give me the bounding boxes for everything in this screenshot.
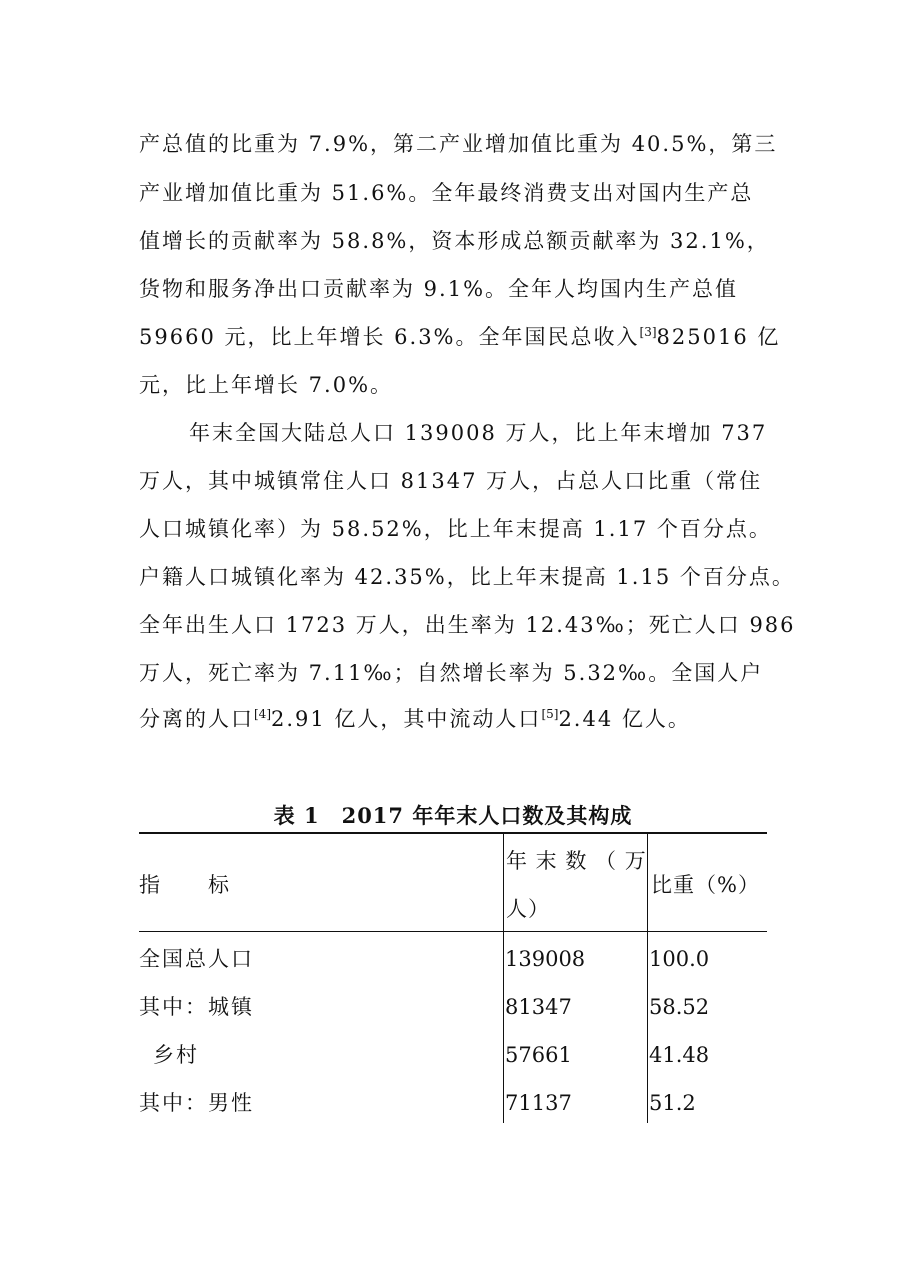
row-label: 乡村 bbox=[153, 1043, 199, 1067]
column-divider bbox=[647, 833, 648, 1123]
text-line: 户籍人口城镇化率为 42.35%，比上年末提高 1.15 个百分点。 bbox=[139, 565, 795, 589]
text-line bbox=[139, 324, 789, 350]
text-span: 分离的人口 bbox=[139, 707, 254, 731]
header-indicator: 指 标 bbox=[139, 873, 231, 897]
footnote-ref-4[interactable]: [4] bbox=[254, 707, 271, 721]
text-line: 货物和服务净出口贡献率为 9.1%。全年人均国内生产总值 bbox=[139, 277, 739, 301]
text-span: 825016 亿 bbox=[656, 325, 781, 349]
column-divider bbox=[503, 833, 504, 1123]
text-line: 年末全国大陆总人口 139008 万人，比上年末增加 737 bbox=[189, 421, 768, 445]
text-span: 2.91 亿人，其中流动人口 bbox=[271, 707, 542, 731]
row-share: 41.48 bbox=[649, 1043, 710, 1067]
header-year-end-count-unit: 人） bbox=[506, 897, 550, 921]
text-span: 59660 元，比上年增长 6.3%。全年国民总收入 bbox=[139, 325, 640, 349]
text-line: 全年出生人口 1723 万人，出生率为 12.43‰；死亡人口 986 bbox=[139, 613, 796, 637]
row-share: 100.0 bbox=[649, 947, 710, 971]
text-line: 产总值的比重为 7.9%，第二产业增加值比重为 40.5%，第三 bbox=[139, 132, 778, 156]
table-header-rule bbox=[139, 931, 767, 932]
text-line: 元，比上年增长 7.0%。 bbox=[139, 373, 394, 397]
text-line: 值增长的贡献率为 58.8%，资本形成总额贡献率为 32.1%， bbox=[139, 229, 770, 253]
row-share: 58.52 bbox=[649, 995, 710, 1019]
text-line: 产业增加值比重为 51.6%。全年最终消费支出对国内生产总 bbox=[139, 181, 754, 205]
header-share: 比重（%） bbox=[651, 873, 760, 897]
row-count: 81347 bbox=[505, 995, 572, 1019]
text-line: 万人，其中城镇常住人口 81347 万人，占总人口比重（常住 bbox=[139, 469, 763, 493]
text-line: 人口城镇化率）为 58.52%，比上年末提高 1.17 个百分点。 bbox=[139, 517, 772, 541]
table-title: 表 1 2017 年年末人口数及其构成 bbox=[273, 803, 633, 828]
text-line: 万人，死亡率为 7.11‰；自然增长率为 5.32‰。全国人户 bbox=[139, 661, 764, 685]
row-count: 139008 bbox=[505, 947, 586, 971]
footnote-ref-5[interactable]: [5] bbox=[541, 707, 559, 721]
row-count: 71137 bbox=[505, 1091, 572, 1115]
footnote-ref-3[interactable]: [3] bbox=[639, 325, 657, 339]
table-top-rule bbox=[139, 832, 767, 834]
header-year-end-count: 年 末 数 （ 万 bbox=[506, 849, 647, 873]
text-line bbox=[139, 706, 789, 732]
text-span: 2.44 亿人。 bbox=[558, 707, 691, 731]
row-count: 57661 bbox=[505, 1043, 572, 1067]
row-share: 51.2 bbox=[649, 1091, 696, 1115]
row-label: 全国总人口 bbox=[139, 947, 254, 971]
row-label: 其中：男性 bbox=[139, 1091, 254, 1115]
row-label: 其中：城镇 bbox=[139, 995, 254, 1019]
